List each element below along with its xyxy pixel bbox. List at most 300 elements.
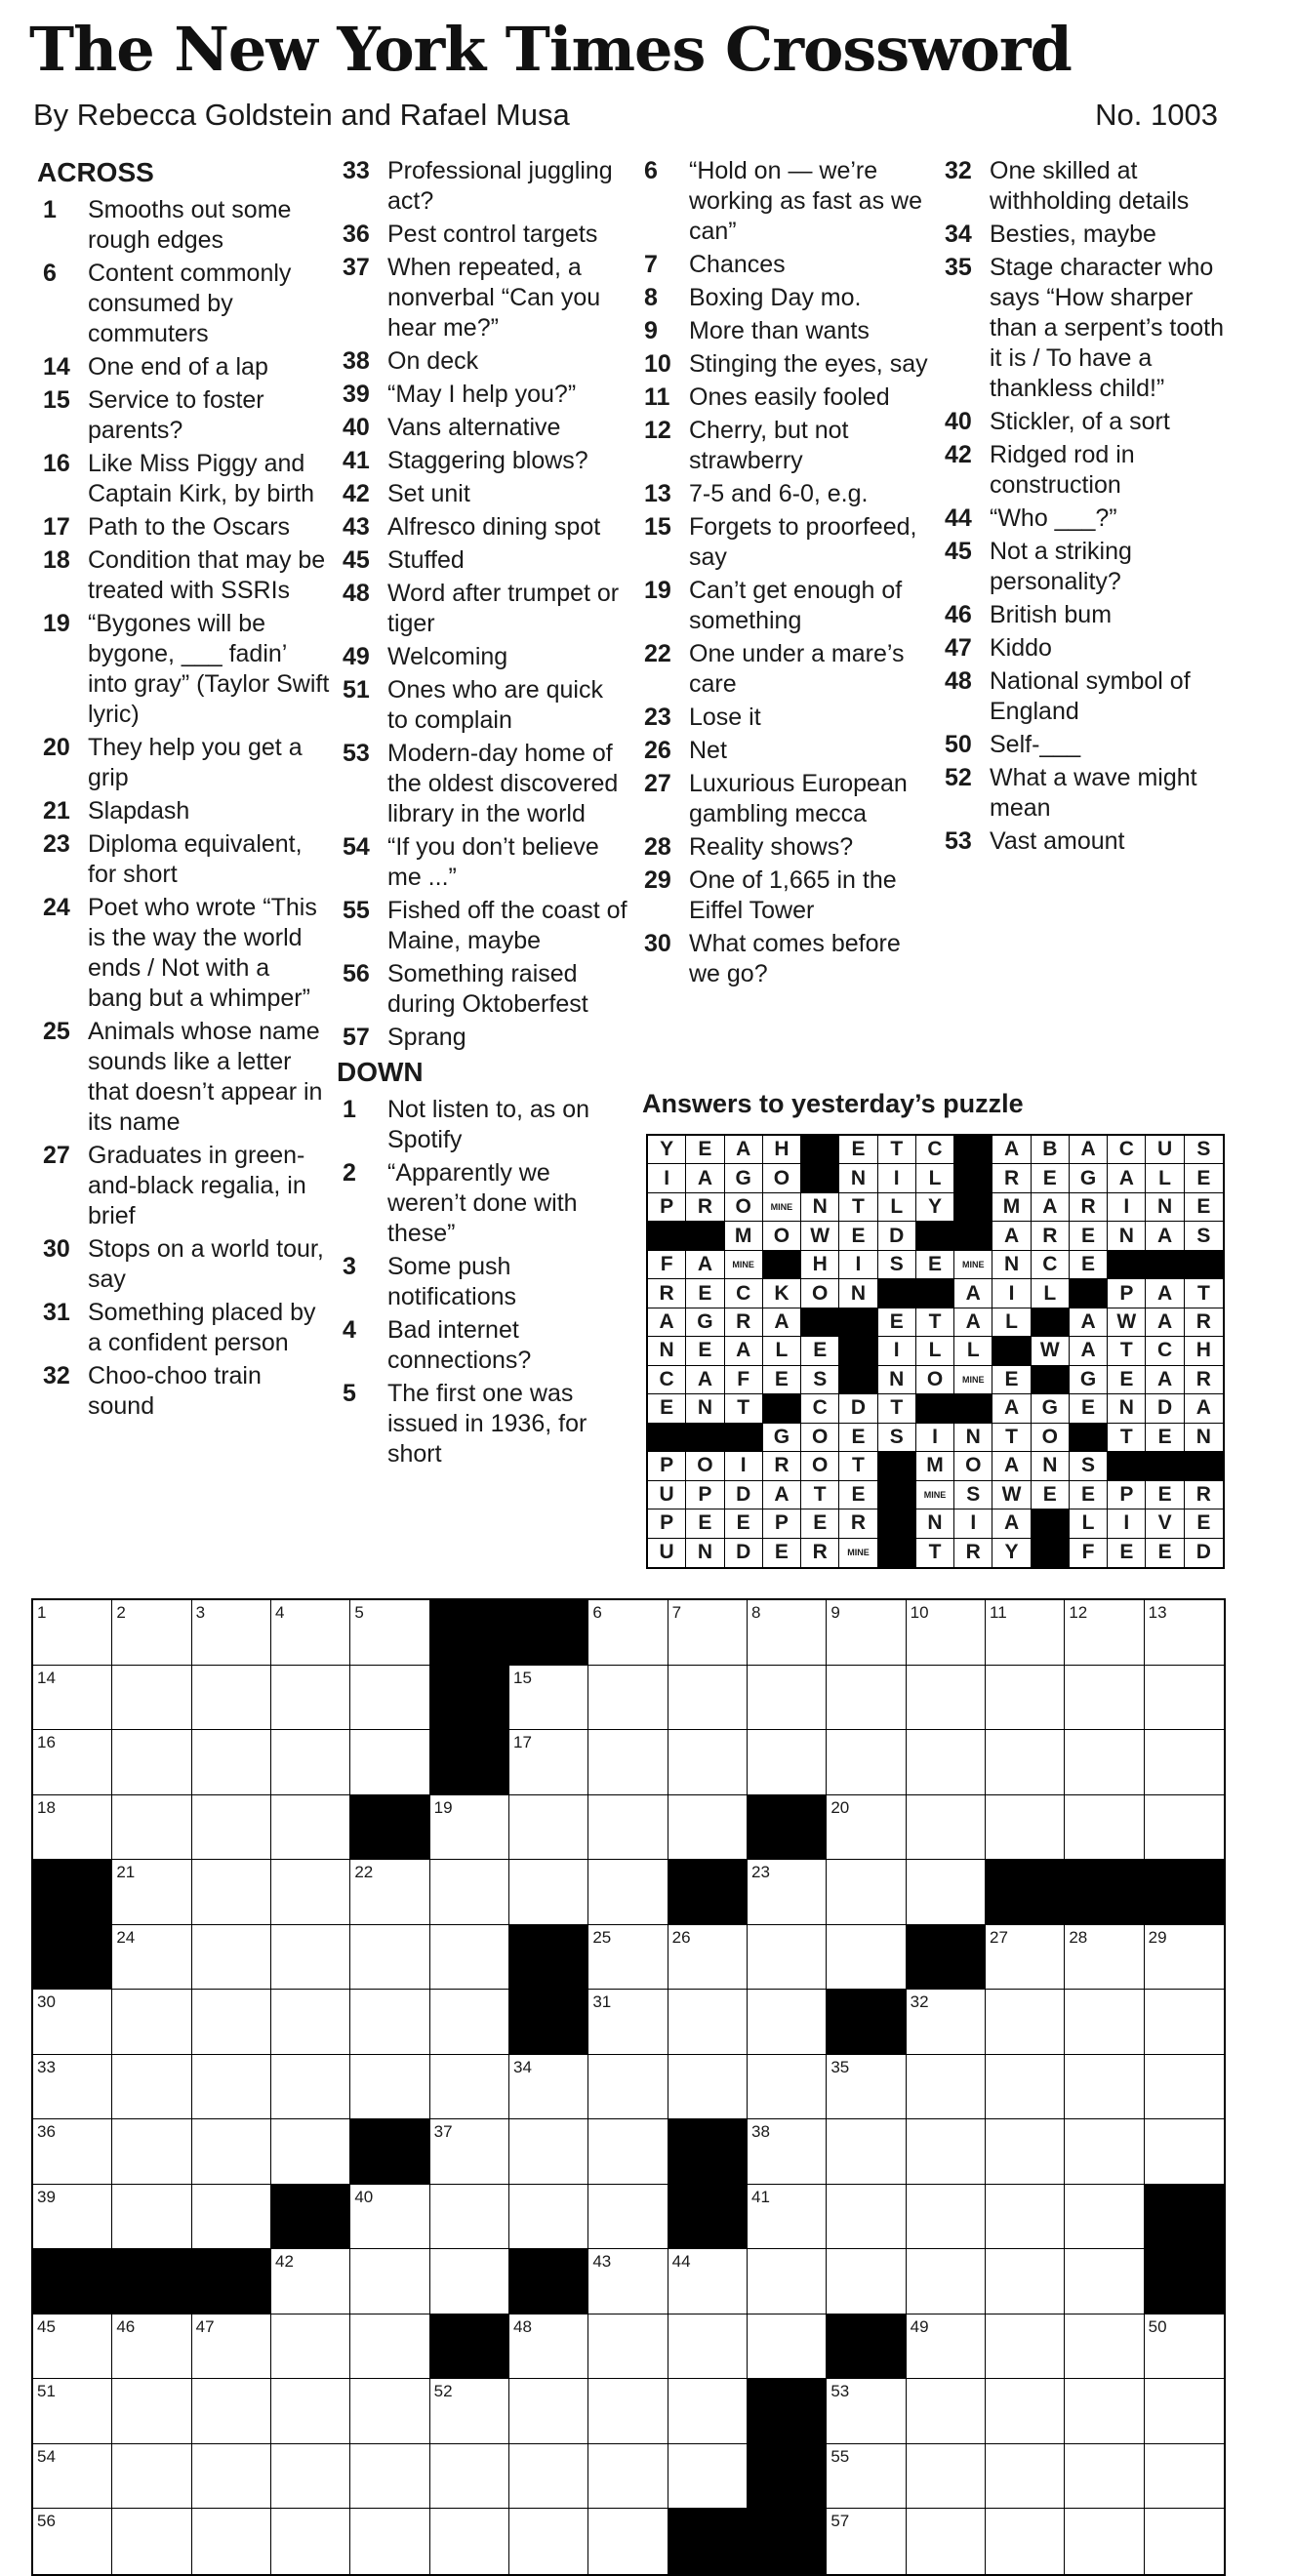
grid-cell[interactable] [986,1925,1065,1991]
grid-cell[interactable] [271,1730,350,1795]
grid-cell[interactable] [907,1990,986,2055]
grid-cell[interactable] [986,2379,1065,2444]
cell-number: 41 [751,2187,770,2206]
answer-letter: B [1032,1136,1070,1164]
grid-cell[interactable] [430,2055,509,2120]
grid-cell[interactable] [748,1600,827,1666]
clue-number: 42 [945,441,972,468]
clue [638,929,931,989]
clue-number: 24 [43,894,70,921]
grid-cell[interactable] [33,2379,112,2444]
clue-text: When repeated, a nonverbal “Can you hear me?” [387,254,601,342]
answer-letter: G [686,1308,724,1337]
answer-letter: G [725,1164,763,1192]
grid-cell[interactable] [907,1795,986,1861]
grid-cell[interactable] [827,2055,906,2120]
grid-cell[interactable] [827,1600,906,1666]
grid-cell[interactable] [33,1600,112,1666]
answer-mine-square: MINE [763,1193,801,1222]
grid-cell[interactable] [907,1666,986,1731]
grid-cell[interactable] [986,2249,1065,2314]
clue-number: 14 [43,353,70,381]
grid-cell[interactable] [588,1730,668,1795]
black-square [668,2119,748,2185]
clue [37,545,330,606]
grid-cell[interactable] [1145,1795,1224,1861]
grid-cell[interactable] [271,2055,350,2120]
grid-cell[interactable] [907,2119,986,2185]
answer-letter: A [1146,1222,1184,1250]
grid-cell[interactable] [986,2509,1065,2574]
grid-cell[interactable] [588,1666,668,1731]
answer-letter: T [1108,1424,1146,1452]
answer-letter: S [1070,1452,1108,1480]
grid-cell[interactable] [588,1860,668,1925]
grid-cell[interactable] [1145,1730,1224,1795]
grid-cell[interactable] [271,2379,350,2444]
grid-cell[interactable] [668,1990,748,2055]
grid-cell[interactable] [1145,2119,1224,2185]
grid-cell[interactable] [1145,1925,1224,1991]
grid-cell[interactable] [668,1600,748,1666]
grid-cell[interactable] [827,2509,906,2574]
grid-cell[interactable] [509,2509,588,2574]
answer-letter: O [916,1366,954,1394]
grid-cell[interactable] [350,2379,429,2444]
grid-cell[interactable] [33,2444,112,2510]
grid-cell[interactable] [33,1990,112,2055]
answer-letter: E [1185,1193,1223,1222]
clue-number: 53 [343,740,370,767]
answer-letter: T [878,1394,916,1423]
grid-cell[interactable] [350,2314,429,2380]
grid-cell[interactable] [907,2379,986,2444]
grid-cell[interactable] [271,2509,350,2574]
grid-cell[interactable] [271,1925,350,1991]
clue [638,316,931,346]
grid-cell[interactable] [509,2055,588,2120]
grid-cell[interactable] [588,2314,668,2380]
grid-cell[interactable] [350,1600,429,1666]
grid-cell[interactable] [748,2249,827,2314]
clue-number: 38 [343,347,370,375]
grid-cell[interactable] [907,1730,986,1795]
grid-cell[interactable] [986,1600,1065,1666]
grid-cell[interactable] [430,1860,509,1925]
clue [939,633,1232,664]
clue-number: 27 [644,770,671,797]
grid-cell[interactable] [350,1925,429,1991]
black-square [509,1990,588,2055]
grid-cell[interactable] [33,2185,112,2250]
answer-letter: C [648,1366,686,1394]
grid-cell[interactable] [668,1925,748,1991]
grid-cell[interactable] [33,1666,112,1731]
grid-cell[interactable] [509,1795,588,1861]
grid-cell[interactable] [192,1925,271,1991]
answer-letter: I [648,1164,686,1192]
grid-cell[interactable] [112,1600,191,1666]
grid-cell[interactable] [907,2055,986,2120]
grid-cell[interactable] [192,1666,271,1731]
black-square [748,2444,827,2510]
grid-cell[interactable] [430,1990,509,2055]
grid-cell[interactable] [907,1600,986,1666]
grid-cell[interactable] [430,1925,509,1991]
clue [638,639,931,700]
cell-number: 40 [354,2187,374,2206]
grid-cell[interactable] [271,2119,350,2185]
cell-number: 26 [671,1927,691,1947]
grid-cell[interactable] [827,2379,906,2444]
answer-black-square [916,1222,954,1250]
grid-cell[interactable] [271,1795,350,1861]
grid-cell[interactable] [1065,2249,1144,2314]
clue [337,1158,629,1249]
black-square [430,1666,509,1731]
answer-letter: E [878,1308,916,1337]
grid-cell[interactable] [1065,2314,1144,2380]
clue-number: 2 [343,1159,356,1187]
grid-cell[interactable] [192,1860,271,1925]
answer-letter: N [686,1394,724,1423]
clue-number: 19 [644,577,671,604]
clue-number: 49 [343,643,370,670]
clue [337,1315,629,1376]
grid-cell[interactable] [112,2055,191,2120]
grid-cell[interactable] [271,2314,350,2380]
grid-cell[interactable] [192,2314,271,2380]
grid-cell[interactable] [748,2314,827,2380]
clue-number: 15 [644,513,671,541]
answer-letter: C [1032,1251,1070,1279]
grid-cell[interactable] [1065,1600,1144,1666]
grid-cell[interactable] [350,1990,429,2055]
grid-cell[interactable] [509,2314,588,2380]
grid-cell[interactable] [192,2509,271,2574]
grid-cell[interactable] [1065,2119,1144,2185]
grid-cell[interactable] [986,2055,1065,2120]
grid-cell[interactable] [1065,1990,1144,2055]
cell-number: 32 [910,1992,929,2012]
clue-number: 45 [945,538,972,565]
grid-cell[interactable] [192,2185,271,2250]
grid-cell[interactable] [271,1990,350,2055]
grid-cell[interactable] [986,1730,1065,1795]
grid-cell[interactable] [986,2185,1065,2250]
clue [939,826,1232,857]
cell-number: 55 [830,2446,850,2466]
grid-cell[interactable] [668,2249,748,2314]
grid-cell[interactable] [907,2444,986,2510]
grid-cell[interactable] [192,2119,271,2185]
black-square [748,1795,827,1861]
grid-cell[interactable] [827,2444,906,2510]
grid-cell[interactable] [271,2444,350,2510]
grid-cell[interactable] [192,1990,271,2055]
answer-mine-square: MINE [839,1539,877,1567]
grid-cell[interactable] [271,1666,350,1731]
grid-cell[interactable] [588,2249,668,2314]
grid-cell[interactable] [1065,1795,1144,1861]
clue-number: 32 [43,1362,70,1389]
grid-cell[interactable] [33,1730,112,1795]
answer-letter: E [1185,1509,1223,1538]
grid-cell[interactable] [1145,1666,1224,1731]
answer-letter: N [1108,1394,1146,1423]
grid-cell[interactable] [748,2055,827,2120]
answer-letter: S [954,1481,992,1509]
clue-number: 40 [343,414,370,441]
grid-cell[interactable] [668,2379,748,2444]
grid-cell[interactable] [907,1860,986,1925]
grid-cell[interactable] [350,1730,429,1795]
cell-number: 30 [37,1992,56,2012]
answer-letter: I [992,1279,1031,1308]
grid-cell[interactable] [1065,1666,1144,1731]
grid-cell[interactable] [112,1666,191,1731]
answer-letter: G [1032,1394,1070,1423]
clue-text: Not a striking personality? [990,538,1132,595]
grid-cell[interactable] [827,2119,906,2185]
grid-cell[interactable] [33,2119,112,2185]
grid-cell[interactable] [668,2314,748,2380]
grid-cell[interactable] [112,1860,191,1925]
grid-cell[interactable] [668,1730,748,1795]
grid-cell[interactable] [192,1600,271,1666]
grid-cell[interactable] [588,2509,668,2574]
grid-cell[interactable] [271,1860,350,1925]
grid-cell[interactable] [33,2509,112,2574]
grid-cell[interactable] [350,1860,429,1925]
grid-cell[interactable] [668,1666,748,1731]
answer-letter: Y [992,1539,1031,1567]
answer-letter: N [1185,1424,1223,1452]
clue-text: Vans alternative [387,414,561,441]
cell-number: 7 [671,1603,682,1622]
grid-cell[interactable] [430,2379,509,2444]
grid-cell[interactable] [907,2249,986,2314]
black-square [1065,1860,1144,1925]
grid-cell[interactable] [112,2314,191,2380]
answer-letter: E [801,1337,839,1365]
grid-cell[interactable] [827,1730,906,1795]
answer-letter: Y [648,1136,686,1164]
grid-cell[interactable] [509,2444,588,2510]
grid-cell[interactable] [112,2379,191,2444]
black-square [430,2314,509,2380]
clue-number: 40 [945,408,972,435]
answer-letter: E [1146,1481,1184,1509]
answer-black-square [1032,1539,1070,1567]
answer-letter: D [1195,1541,1211,1564]
grid-cell[interactable] [112,1730,191,1795]
answer-letter: A [992,1222,1031,1250]
grid-cell[interactable] [1145,2314,1224,2380]
grid-cell[interactable] [509,1666,588,1731]
grid-cell[interactable] [112,2509,191,2574]
grid-cell[interactable] [748,1730,827,1795]
grid-cell[interactable] [588,1925,668,1991]
grid-cell[interactable] [588,1795,668,1861]
grid-cell[interactable] [350,2185,429,2250]
grid-cell[interactable] [192,2055,271,2120]
grid-cell[interactable] [588,1600,668,1666]
grid-cell[interactable] [588,2119,668,2185]
grid-cell[interactable] [827,1925,906,1991]
grid-cell[interactable] [827,1666,906,1731]
grid-cell[interactable] [748,2119,827,2185]
grid-cell[interactable] [827,2185,906,2250]
cell-number: 19 [433,1797,453,1817]
answer-letter: E [839,1136,877,1164]
cell-number: 1 [37,1603,47,1622]
grid-cell[interactable] [668,1795,748,1861]
grid-cell[interactable] [1145,2055,1224,2120]
grid-cell[interactable] [350,2444,429,2510]
grid-cell[interactable] [588,1990,668,2055]
grid-cell[interactable] [509,2379,588,2444]
answer-letter: E [1185,1164,1223,1192]
grid-cell[interactable] [986,1990,1065,2055]
answer-black-square [725,1424,763,1452]
grid-cell[interactable] [1065,2379,1144,2444]
grid-cell[interactable] [112,1795,191,1861]
grid-cell[interactable] [1145,1600,1224,1666]
grid-cell[interactable] [668,2444,748,2510]
grid-cell[interactable] [986,1666,1065,1731]
grid-cell[interactable] [986,1795,1065,1861]
grid-cell[interactable] [112,2119,191,2185]
answer-black-square [839,1337,877,1365]
grid-cell[interactable] [1065,2509,1144,2574]
grid-cell[interactable] [192,1795,271,1861]
grid-cell[interactable] [33,2314,112,2380]
answer-letter: A [763,1481,801,1509]
grid-cell[interactable] [1065,2185,1144,2250]
grid-cell[interactable] [588,2444,668,2510]
clue-number: 4 [343,1316,356,1344]
grid-cell[interactable] [907,2509,986,2574]
grid-cell[interactable] [907,2185,986,2250]
grid-cell[interactable] [1145,1990,1224,2055]
answer-letter: O [954,1452,992,1480]
grid-cell[interactable] [748,1860,827,1925]
grid-cell[interactable] [112,1925,191,1991]
answer-letter: R [1185,1308,1223,1337]
grid-cell[interactable] [271,2249,350,2314]
grid-cell[interactable] [509,2185,588,2250]
grid-cell[interactable] [350,2249,429,2314]
clue-number: 1 [343,1096,356,1123]
clue-number: 34 [945,221,972,248]
black-square [509,1600,588,1666]
clue-number: 26 [644,737,671,764]
cell-number: 24 [116,1927,136,1947]
answer-black-square [686,1222,724,1250]
grid-cell[interactable] [1145,2444,1224,2510]
clue-text: Reality shows? [689,833,854,861]
grid-cell[interactable] [986,2444,1065,2510]
answer-letter: R [1185,1366,1223,1394]
clue-text: “If you don’t believe me ...” [387,833,599,891]
grid-cell[interactable] [827,1860,906,1925]
grid-cell[interactable] [907,2314,986,2380]
grid-cell[interactable] [430,2119,509,2185]
grid-cell[interactable] [1065,1925,1144,1991]
answer-letter: E [839,1481,877,1509]
answer-letter: R [763,1452,801,1480]
grid-cell[interactable] [33,2055,112,2120]
answer-letter: E [686,1509,724,1538]
grid-cell[interactable] [192,2444,271,2510]
grid-cell[interactable] [112,2185,191,2250]
grid-cell[interactable] [1145,2379,1224,2444]
grid-cell[interactable] [112,2444,191,2510]
grid-cell[interactable] [33,1795,112,1861]
grid-cell[interactable] [430,2185,509,2250]
clue-number: 30 [43,1235,70,1263]
clue-number: 42 [343,480,370,507]
grid-cell[interactable] [192,2379,271,2444]
grid-cell[interactable] [192,1730,271,1795]
grid-cell[interactable] [588,2185,668,2250]
grid-cell[interactable] [430,1795,509,1861]
grid-cell[interactable] [350,1666,429,1731]
grid-cell[interactable] [748,2185,827,2250]
grid-cell[interactable] [748,1925,827,1991]
clue-text: “Who ___?” [990,504,1117,532]
clue-text: One skilled at withholding details [990,157,1190,215]
grid-cell[interactable] [588,2055,668,2120]
grid-cell[interactable] [748,1990,827,2055]
grid-cell[interactable] [827,1795,906,1861]
grid-cell[interactable] [986,2314,1065,2380]
grid-cell[interactable] [668,2055,748,2120]
answer-letter: M [725,1222,763,1250]
grid-cell[interactable] [588,2379,668,2444]
grid-cell[interactable] [271,1600,350,1666]
answer-letter: A [992,1394,1031,1423]
grid-cell[interactable] [430,2249,509,2314]
clue-number: 9 [644,317,658,344]
grid-cell[interactable] [350,2509,429,2574]
clue-text: Service to foster parents? [88,386,264,444]
grid-cell[interactable] [827,2249,906,2314]
answer-black-square [839,1308,877,1337]
grid-cell[interactable] [509,1860,588,1925]
grid-cell[interactable] [350,2055,429,2120]
grid-cell[interactable] [986,2119,1065,2185]
clue-number: 53 [945,827,972,855]
clue [337,1252,629,1312]
grid-cell[interactable] [509,1730,588,1795]
grid-cell[interactable] [1145,2509,1224,2574]
grid-cell[interactable] [1065,2055,1144,2120]
grid-cell[interactable] [1065,1730,1144,1795]
grid-cell[interactable] [509,2119,588,2185]
answer-letter: D [839,1394,877,1423]
clue-text: Condition that may be treated with SSRIs [88,546,326,604]
grid-cell[interactable] [1065,2444,1144,2510]
grid-cell[interactable] [430,2444,509,2510]
answer-letter: Y [916,1193,954,1222]
grid-cell[interactable] [748,1666,827,1731]
answer-letter: E [916,1251,954,1279]
grid-cell[interactable] [430,2509,509,2574]
answer-letter: E [1070,1222,1108,1250]
grid-cell[interactable] [112,1990,191,2055]
